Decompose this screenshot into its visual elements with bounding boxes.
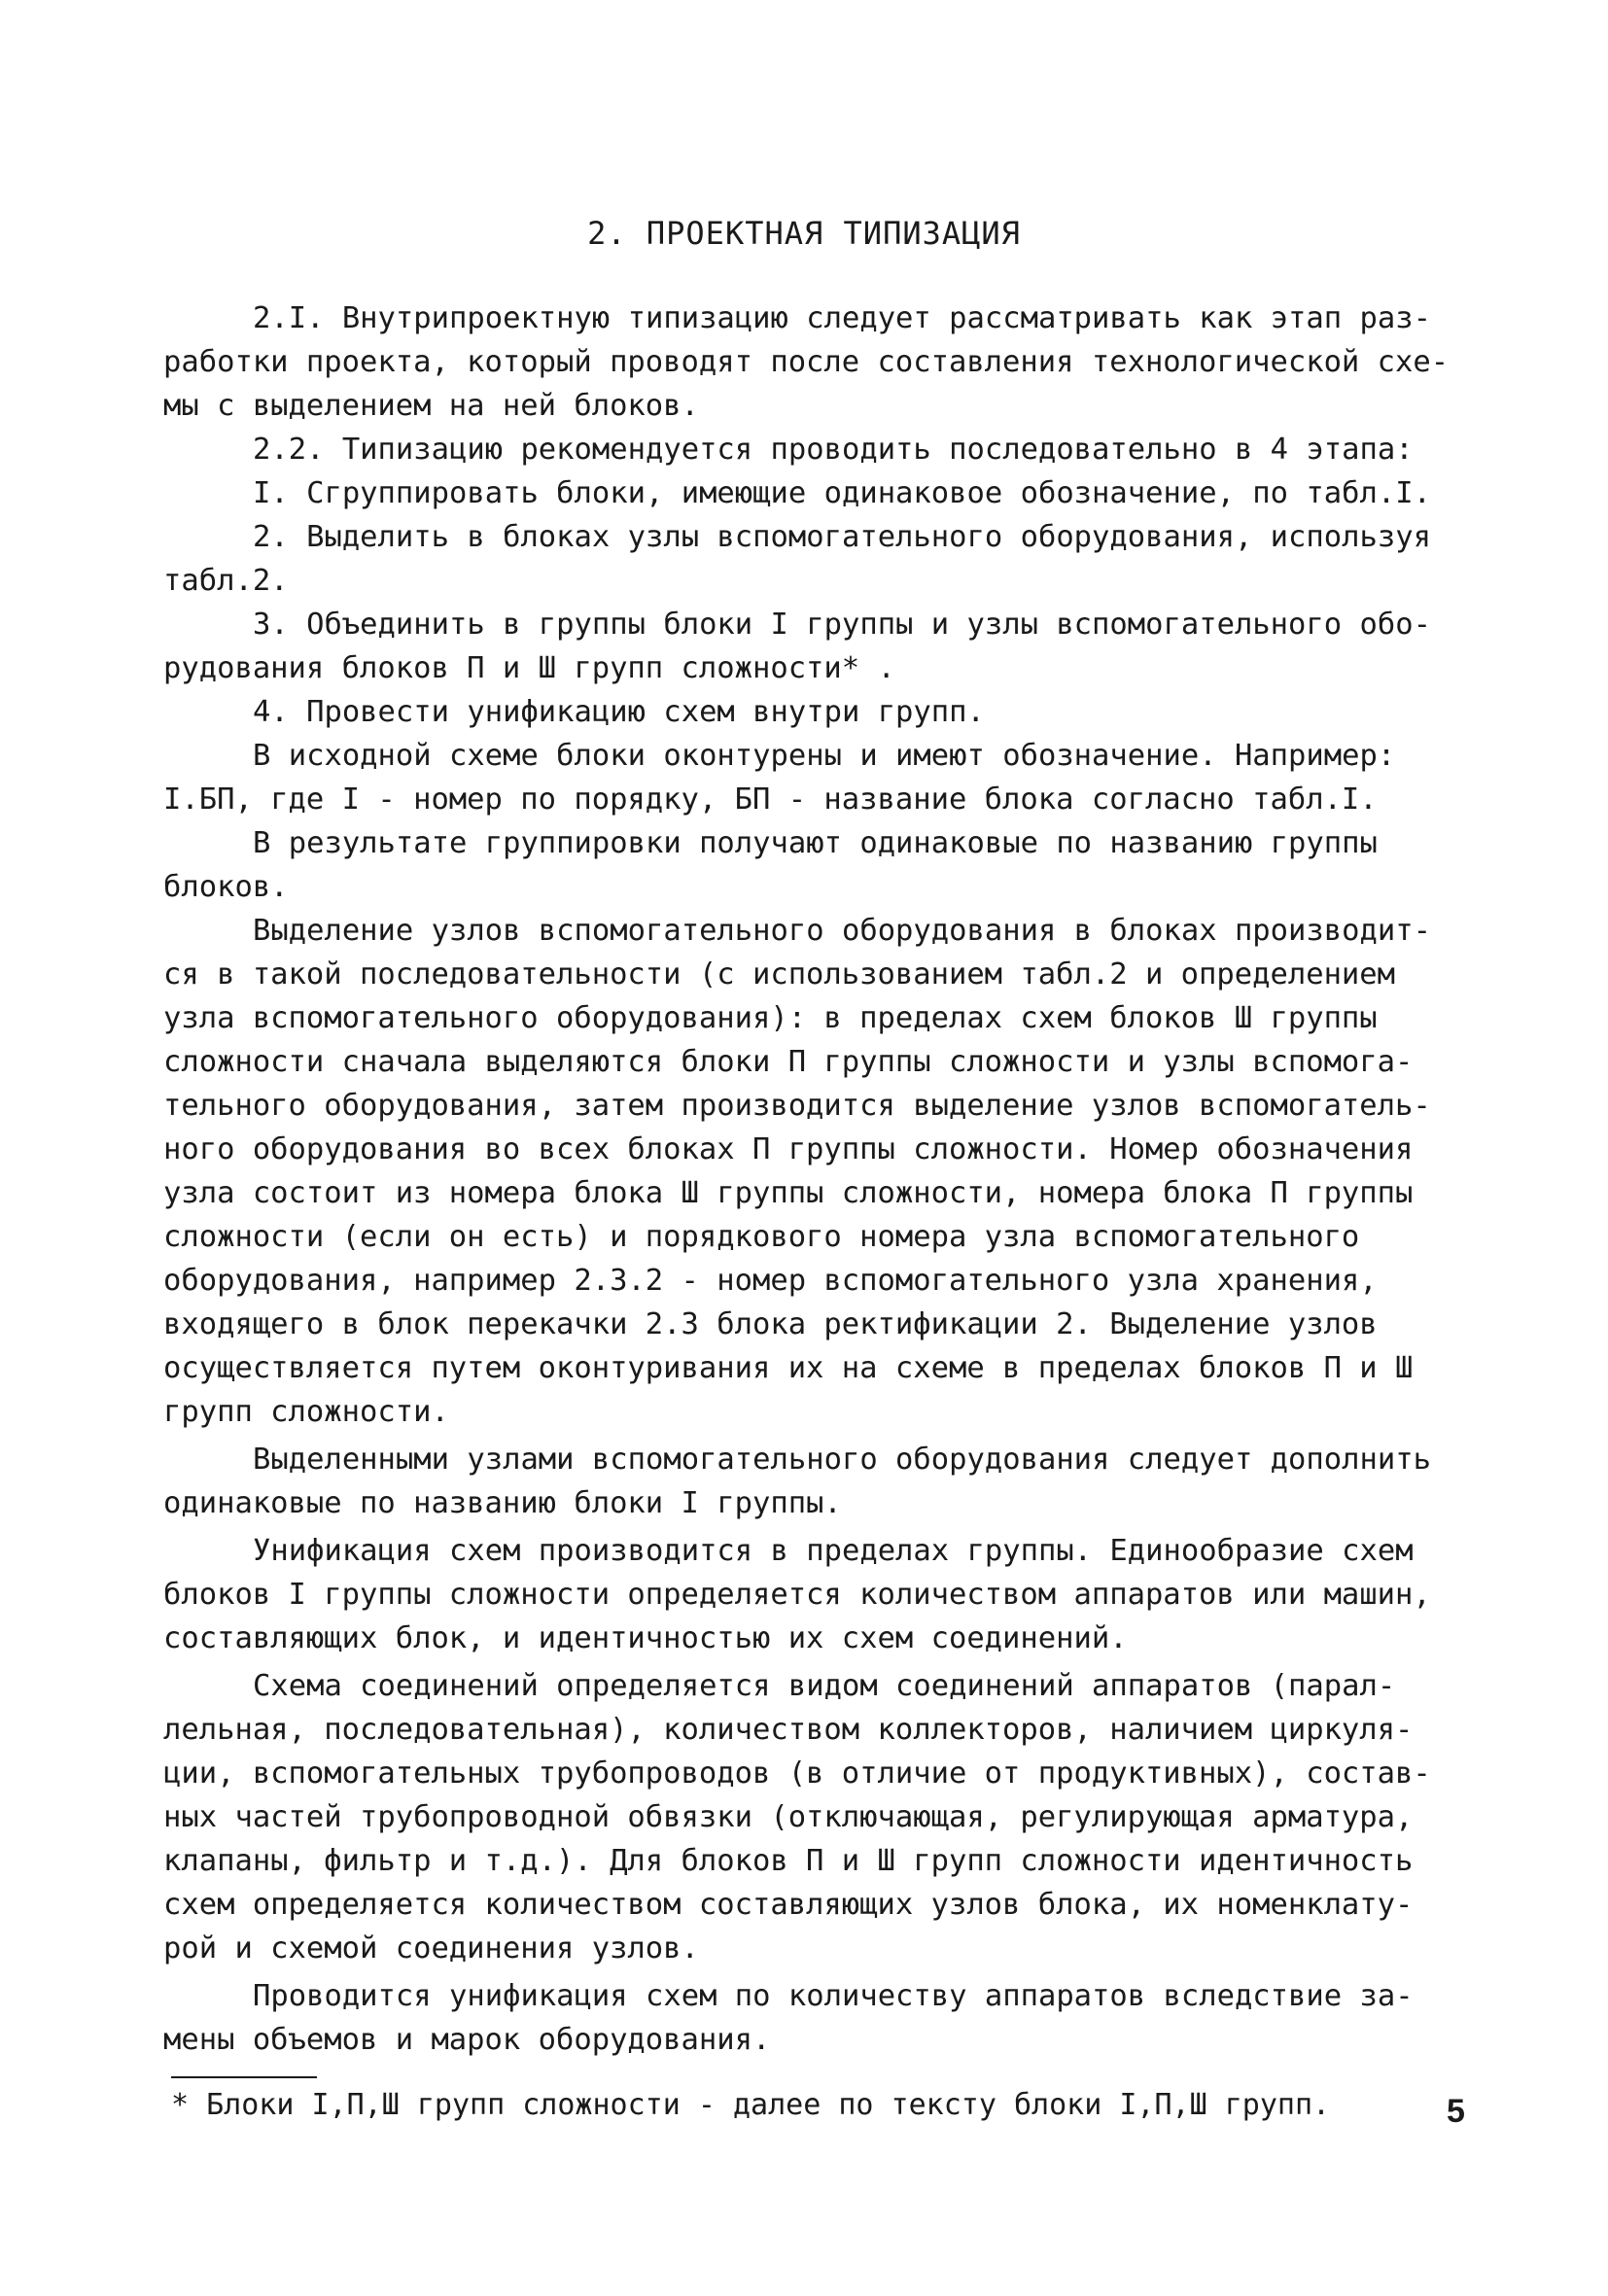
text-line: Выделенными узлами вспомогательного оборудования следует дополнить (253, 1443, 1431, 1477)
text-line: рудования блоков П и Ш групп сложности* . (163, 651, 895, 685)
text-line: работки проекта, который проводят после составления технологической схе- (163, 345, 1450, 379)
text-line: табл.2. (163, 564, 289, 598)
text-line: схем определяется количеством составляющих узлов блока, их номенклату- (163, 1888, 1414, 1922)
text-line: оборудования, например 2.3.2 - номер вспомогательного узла хранения, (163, 1264, 1378, 1298)
text-line: Унификация схем производится в пределах группы. Единообразие схем (253, 1534, 1414, 1568)
text-line: составляющих блок, и идентичностью их схем соединений. (163, 1621, 1128, 1655)
text-line: сложности (если он есть) и порядкового номера узла вспомогательного (163, 1220, 1360, 1254)
text-line: В результате группировки получают одинаковые по названию группы (253, 826, 1378, 860)
text-line: ции, вспомогательных трубопроводов (в отличие от продуктивных), состав- (163, 1757, 1431, 1791)
text-line: узла состоит из номера блока Ш группы сложности, номера блока П группы (163, 1176, 1414, 1210)
body-text (163, 296, 1450, 2062)
text-line: Выделение узлов вспомогательного оборудования в блоках производит- (253, 914, 1431, 948)
text-line: 2.I. Внутрипроектную типизацию следует рассматривать как этап раз- (253, 301, 1431, 335)
text-line: групп сложности. (163, 1395, 449, 1429)
text-line: входящего в блок перекачки 2.3 блока ректификации 2. Выделение узлов (163, 1307, 1378, 1341)
text-line: I. Сгруппировать блоки, имеющие одинаковое обозначение, по табл.I. (253, 476, 1431, 510)
text-line: блоков I группы сложности определяется количеством аппаратов или машин, (163, 1578, 1431, 1612)
text-line: 3. Объединить в группы блоки I группы и узлы вспомогательного обо- (253, 608, 1431, 642)
text-line: 2. Выделить в блоках узлы вспомогательного оборудования, используя (253, 520, 1431, 554)
text-line: сложности сначала выделяются блоки П группы сложности и узлы вспомога- (163, 1045, 1414, 1079)
text-line: В исходной схеме блоки оконтурены и имеют обозначение. Например: (253, 739, 1396, 773)
text-line: 2.2. Типизацию рекомендуется проводить последовательно в 4 этапа: (253, 433, 1414, 467)
text-line: Проводится унификация схем по количеству аппаратов вследствие за- (253, 1979, 1414, 2013)
text-line: клапаны, фильтр и т.д.). Для блоков П и Ш групп сложности идентичность (163, 1844, 1414, 1878)
text-line: одинаковые по названию блоки I группы. (163, 1486, 842, 1520)
section-title: 2. ПРОЕКТНАЯ ТИПИЗАЦИЯ (587, 215, 1021, 252)
text-line: узла вспомогательного оборудования): в пределах схем блоков Ш группы (163, 1001, 1378, 1035)
text-line: I.БП, где I - номер по порядку, БП - название блока согласно табл.I. (163, 783, 1378, 817)
text-line: Схема соединений определяется видом соединений аппаратов (парал- (253, 1669, 1396, 1703)
text-line: мы с выделением на ней блоков. (163, 389, 699, 423)
footnote-divider (171, 2076, 317, 2078)
text-line: рой и схемой соединения узлов. (163, 1931, 699, 1966)
text-line: ного оборудования во всех блоках П группы сложности. Номер обозначения (163, 1132, 1414, 1166)
text-line: тельного оборудования, затем производится выделение узлов вспомогатель- (163, 1089, 1431, 1123)
text-line: ся в такой последовательности (с использованием табл.2 и определением (163, 957, 1396, 991)
text-line: мены объемов и марок оборудования. (163, 2023, 771, 2057)
text-line: 4. Провести унификацию схем внутри групп. (253, 695, 985, 729)
text-line: осуществляется путем оконтуривания их на схеме в пределах блоков П и Ш (163, 1351, 1414, 1385)
footnote: * Блоки I,П,Ш групп сложности - далее по тексту блоки I,П,Ш групп. (171, 2088, 1331, 2122)
text-line: блоков. (163, 870, 289, 904)
text-line: лельная, последовательная), количеством коллекторов, наличием циркуля- (163, 1713, 1414, 1747)
page-number: 5 (1447, 2093, 1465, 2130)
text-line: ных частей трубопроводной обвязки (отключающая, регулирующая арматура, (163, 1800, 1414, 1834)
